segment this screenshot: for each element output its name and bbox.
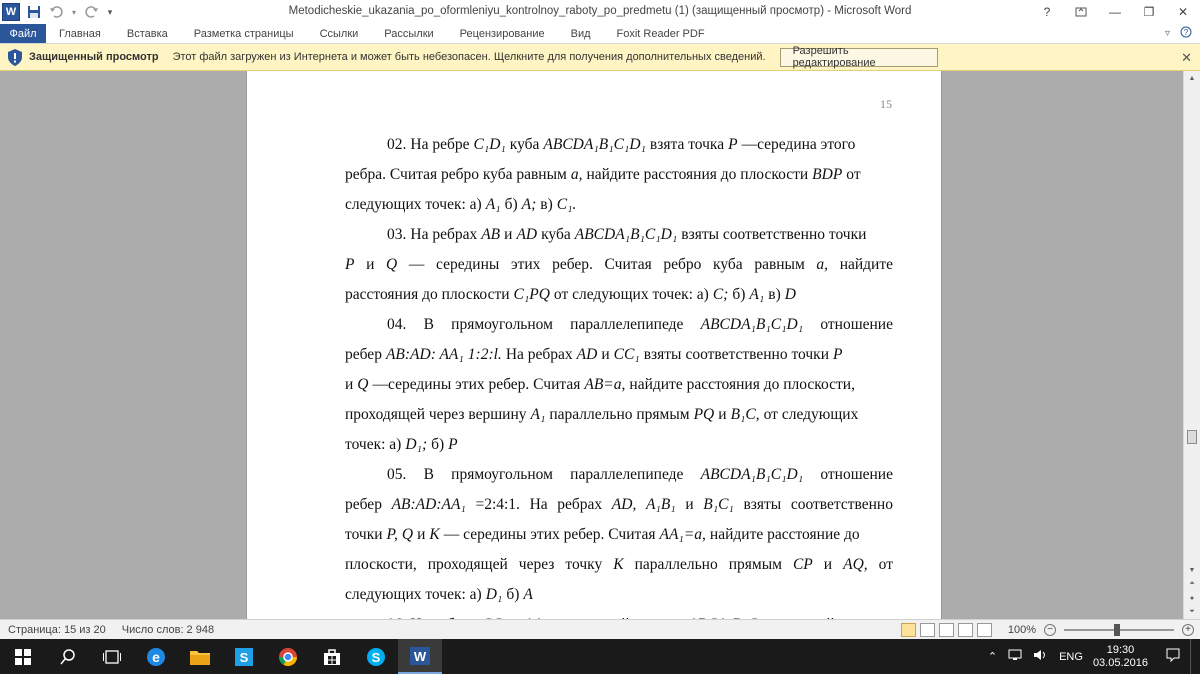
text-token: отношение xyxy=(820,466,893,483)
next-page-icon[interactable]: ⏷ xyxy=(1189,608,1195,615)
taskbar xyxy=(0,639,1200,674)
skype-icon[interactable] xyxy=(354,639,398,674)
text-token: 04. xyxy=(387,316,407,333)
text-token: P xyxy=(448,436,458,453)
tab-home[interactable]: Главная xyxy=(59,27,101,40)
text-token: следующих точек: а) xyxy=(345,196,482,213)
text-token: AD xyxy=(576,346,598,363)
text-token: —середины этих ребер. Считая xyxy=(372,376,581,393)
text-token: Считая xyxy=(604,256,652,273)
text-token: параллелепипеде xyxy=(570,466,684,483)
text-token: проходящей через вершину xyxy=(345,406,527,423)
page-number: 15 xyxy=(880,97,892,111)
text-token: б) xyxy=(506,586,520,603)
text-line xyxy=(345,520,893,550)
text-token: —середина этого xyxy=(741,136,856,153)
text-token: этих xyxy=(510,256,541,273)
window-controls xyxy=(1030,0,1200,24)
text-token: AD, xyxy=(611,496,637,513)
text-token: точку xyxy=(565,556,603,573)
text-token: Q xyxy=(386,256,398,273)
text-token: ребра. Считая ребро куба равным xyxy=(345,166,567,183)
clock[interactable] xyxy=(1093,644,1156,670)
tab-mailings[interactable]: Рассылки xyxy=(384,27,434,40)
text-token: найдите расстояние до xyxy=(709,526,860,543)
tab-file[interactable]: Файл xyxy=(0,24,46,43)
tab-foxit-reader-pdf[interactable]: Foxit Reader PDF xyxy=(616,27,705,40)
tab-view[interactable]: Вид xyxy=(570,27,591,40)
ribbon-right-controls xyxy=(1165,24,1200,43)
skype-app-icon[interactable] xyxy=(222,639,266,674)
text-token: расстояния до плоскости xyxy=(345,286,510,303)
svg-text:?: ? xyxy=(1183,28,1189,37)
text-token: взяты xyxy=(643,346,682,363)
text-token: В xyxy=(423,316,434,333)
ribbon-tabs xyxy=(0,24,1200,44)
enable-editing-button[interactable]: Разрешить редактирование xyxy=(780,48,938,67)
text-token: точек: а) xyxy=(345,436,402,453)
text-token: ABCDA₁B₁C₁D₁ xyxy=(543,136,646,153)
minimize-button[interactable]: — xyxy=(1109,5,1121,19)
file-explorer-icon[interactable] xyxy=(178,639,222,674)
text-token: A₁ xyxy=(530,406,546,423)
text-token: A₁ xyxy=(749,286,765,303)
text-token: B₁C, xyxy=(730,406,760,423)
scrollbar-bottom-buttons xyxy=(1184,563,1200,619)
system-tray xyxy=(988,639,1200,674)
text-token: и xyxy=(417,526,426,543)
text-token: C₁. xyxy=(556,196,577,213)
text-token: взята точка xyxy=(649,136,725,153)
text-token: прямоугольном xyxy=(451,466,553,483)
text-token: и xyxy=(345,376,354,393)
text-token: следующих точек: а) xyxy=(345,586,482,603)
zoom-out-icon[interactable]: − xyxy=(1044,624,1056,636)
text-token: ребер. xyxy=(552,256,593,273)
action-center-icon[interactable] xyxy=(1166,648,1180,665)
text-token: в) xyxy=(768,286,781,303)
word-app-icon[interactable]: W xyxy=(2,3,20,21)
vertical-scrollbar[interactable] xyxy=(1183,71,1200,619)
text-token: =2:4:1. xyxy=(475,496,520,513)
close-button[interactable]: ✕ xyxy=(1177,5,1189,19)
text-token: — середины этих ребер. Считая xyxy=(443,526,656,543)
tab-review[interactable]: Рецензирование xyxy=(459,27,545,40)
title-bar xyxy=(0,0,1200,24)
customize-qat-icon[interactable]: ▾ xyxy=(107,6,113,17)
text-token: P xyxy=(833,346,843,363)
text-token: отношение xyxy=(820,316,893,333)
edge-browser-icon[interactable] xyxy=(134,639,178,674)
text-token: P xyxy=(345,256,355,273)
ribbon-display-options-button[interactable] xyxy=(1064,0,1098,24)
text-token: соответственно xyxy=(790,496,893,513)
svg-text:W: W xyxy=(413,648,427,664)
full-screen-reading-view-button[interactable] xyxy=(920,623,935,637)
text-token: BDP xyxy=(812,166,843,183)
close-message-bar-button[interactable]: ✕ xyxy=(1181,50,1192,65)
show-desktop-button[interactable] xyxy=(1190,639,1196,674)
text-token: C; xyxy=(712,286,729,303)
text-token: ABCDA₁B₁C₁D₁ xyxy=(700,466,804,483)
text-token: ребер xyxy=(345,346,382,363)
text-line xyxy=(345,250,893,280)
text-token: от xyxy=(878,556,893,573)
tab-insert[interactable]: Вставка xyxy=(126,27,168,40)
text-token: На ребрах xyxy=(410,226,478,243)
text-token: куба xyxy=(541,226,571,243)
svg-text:S: S xyxy=(239,649,249,665)
text-token: ребер xyxy=(345,496,382,513)
show-hidden-icons-icon[interactable]: ⌃ xyxy=(987,651,998,663)
help-circle-icon[interactable] xyxy=(1180,26,1192,41)
tab-page-layout[interactable]: Разметка страницы xyxy=(193,27,294,40)
search-icon[interactable] xyxy=(46,639,90,674)
text-token: D xyxy=(784,286,796,303)
protected-view-message[interactable]: Этот файл загружен из Интернета и может быть небезопасен. Щелкните для получения дополнительных сведений. xyxy=(172,51,766,63)
word-taskbar-icon[interactable] xyxy=(398,639,442,674)
text-token: Q xyxy=(401,526,414,543)
text-token: C₁PQ xyxy=(513,286,550,303)
text-token: AQ, xyxy=(843,556,868,573)
text-token: в) xyxy=(540,196,553,213)
text-line xyxy=(345,280,893,310)
text-token: б) xyxy=(431,436,445,453)
network-icon[interactable] xyxy=(1007,649,1023,664)
save-icon[interactable] xyxy=(26,4,42,20)
text-token: середины xyxy=(436,256,500,273)
text-token: параллелепипеде xyxy=(570,316,684,333)
text-line xyxy=(345,430,893,460)
text-line xyxy=(345,550,893,580)
undo-icon[interactable] xyxy=(48,4,64,20)
expand-ribbon-icon[interactable]: ▿ xyxy=(1164,28,1170,39)
text-token: найдите расстояния до плоскости, xyxy=(629,376,855,393)
text-token: параллельно прямым xyxy=(549,406,690,423)
clock-time: 19:30 xyxy=(1106,643,1135,656)
text-token: a, xyxy=(816,256,829,273)
clock-date: 03.05.2016 xyxy=(1092,656,1148,669)
text-token: CP xyxy=(792,556,813,573)
text-token: и xyxy=(504,226,513,243)
status-bar xyxy=(0,619,1200,639)
document-page[interactable] xyxy=(246,71,942,631)
select-browse-object-icon[interactable]: ● xyxy=(1189,594,1195,602)
text-token: 03. xyxy=(387,226,407,243)
text-line xyxy=(345,220,893,250)
text-token: AB=a, xyxy=(584,376,626,393)
text-token: куба xyxy=(713,256,743,273)
protected-view-title: Защищенный просмотр xyxy=(29,51,159,63)
text-token: На ребре xyxy=(410,136,470,153)
quick-access-toolbar xyxy=(0,0,114,24)
text-token: и xyxy=(685,496,694,513)
svg-text:S: S xyxy=(371,649,381,665)
text-token: прямым xyxy=(728,556,782,573)
text-token: через xyxy=(518,556,555,573)
zoom-in-icon[interactable]: + xyxy=(1182,624,1194,636)
text-token: ABCDA₁B₁C₁D₁ xyxy=(574,226,678,243)
scroll-thumb[interactable] xyxy=(1187,430,1197,444)
text-token: от следующих точек: а) xyxy=(553,286,709,303)
text-line xyxy=(345,130,893,160)
text-token: AB xyxy=(481,226,501,243)
svg-text:e: e xyxy=(152,648,160,665)
page-counter[interactable]: Страница: 15 из 20 xyxy=(8,623,106,636)
text-token: б) xyxy=(504,196,518,213)
text-token: и xyxy=(601,346,610,363)
text-token: от следующих xyxy=(763,406,859,423)
redo-icon[interactable] xyxy=(84,4,100,20)
volume-icon[interactable] xyxy=(1033,649,1049,664)
text-line xyxy=(345,370,893,400)
web-layout-view-button[interactable] xyxy=(939,623,954,637)
text-token: — xyxy=(408,256,425,273)
store-icon[interactable] xyxy=(310,639,354,674)
language-indicator[interactable]: ENG xyxy=(1059,650,1083,663)
text-token: и xyxy=(366,256,375,273)
text-token: проходящей xyxy=(427,556,508,573)
tab-references[interactable]: Ссылки xyxy=(319,27,359,40)
text-line xyxy=(345,340,893,370)
text-token: AD xyxy=(516,226,538,243)
text-token: б) xyxy=(732,286,746,303)
protected-view-bar xyxy=(0,44,1200,71)
text-token: 1:2:l. xyxy=(467,346,502,363)
text-token: куба xyxy=(509,136,540,153)
text-token: На xyxy=(529,496,548,513)
text-line xyxy=(345,400,893,430)
text-token: и xyxy=(823,556,833,573)
text-line xyxy=(345,190,893,220)
shield-icon xyxy=(7,48,23,66)
view-and-zoom-controls xyxy=(901,623,1200,637)
text-token: параллельно xyxy=(634,556,718,573)
text-token: A₁ xyxy=(485,196,501,213)
text-token: ABCDA₁B₁C₁D₁ xyxy=(700,316,804,333)
text-token: AA₁=a, xyxy=(659,526,706,543)
text-token: прямоугольном xyxy=(451,316,553,333)
text-token: K xyxy=(429,526,440,543)
draft-view-button[interactable] xyxy=(977,623,992,637)
text-line xyxy=(345,160,893,190)
text-token: PQ xyxy=(693,406,715,423)
text-token: A; xyxy=(521,196,537,213)
text-token: взяты xyxy=(743,496,782,513)
text-token: A xyxy=(523,586,533,603)
text-line xyxy=(345,310,893,340)
text-token: и xyxy=(718,406,727,423)
zoom-slider-thumb[interactable] xyxy=(1114,624,1120,636)
word-count[interactable]: Число слов: 2 948 xyxy=(121,623,215,636)
scroll-up-arrow-icon[interactable]: ▲ xyxy=(1188,74,1196,82)
zoom-level[interactable]: 100% xyxy=(1007,623,1036,636)
document-area[interactable] xyxy=(0,71,1183,619)
help-button[interactable]: ? xyxy=(1043,5,1051,19)
text-token: AB:AD:AA₁ xyxy=(391,496,466,513)
text-token: плоскости, xyxy=(345,556,417,573)
windows-start-icon[interactable] xyxy=(0,639,46,674)
text-token: B₁C₁ xyxy=(703,496,734,513)
text-token: CC₁ xyxy=(613,346,640,363)
text-token: a, xyxy=(570,166,583,183)
text-token: P xyxy=(728,136,738,153)
text-token: найдите расстояния до плоскости xyxy=(586,166,809,183)
scroll-down-arrow-icon[interactable]: ▼ xyxy=(1188,566,1196,574)
task-view-icon[interactable] xyxy=(90,639,134,674)
text-token: ребрах xyxy=(557,496,603,513)
text-line xyxy=(345,490,893,520)
text-token: K xyxy=(613,556,624,573)
text-token: от xyxy=(846,166,861,183)
text-token: взяты соответственно точки xyxy=(681,226,867,243)
print-layout-view-button[interactable] xyxy=(901,623,916,637)
text-token: 05. xyxy=(387,466,407,483)
window-title: Metodicheskie_ukazania_po_oformleniyu_kontrolnoy_raboty_po_predmetu (1) (защищенный просмотр) - Microsoft Word xyxy=(288,5,912,17)
text-line xyxy=(345,580,893,610)
text-token: P, xyxy=(386,526,398,543)
text-token: A₁B₁ xyxy=(645,496,676,513)
text-token: Q xyxy=(357,376,369,393)
text-line xyxy=(345,460,893,490)
text-token: соответственно точки xyxy=(685,346,830,363)
text-token: C₁D₁ xyxy=(473,136,506,153)
text-token: На ребрах xyxy=(505,346,573,363)
text-token: равным xyxy=(754,256,805,273)
dropdown-arrow-icon[interactable]: ▾ xyxy=(71,7,76,17)
previous-page-icon[interactable]: ⏶ xyxy=(1189,580,1195,587)
text-token: точки xyxy=(345,526,383,543)
text-token: 02. xyxy=(387,136,407,153)
text-token: найдите xyxy=(839,256,893,273)
restore-button[interactable]: ❐ xyxy=(1143,5,1155,19)
outline-view-button[interactable] xyxy=(958,623,973,637)
text-token: В xyxy=(423,466,434,483)
zoom-slider[interactable] xyxy=(1064,629,1174,631)
text-token: D₁; xyxy=(405,436,428,453)
chrome-icon[interactable] xyxy=(266,639,310,674)
text-token: AB:AD: AA₁ xyxy=(385,346,464,363)
text-token: D₁ xyxy=(485,586,503,603)
text-token: ребро xyxy=(663,256,702,273)
